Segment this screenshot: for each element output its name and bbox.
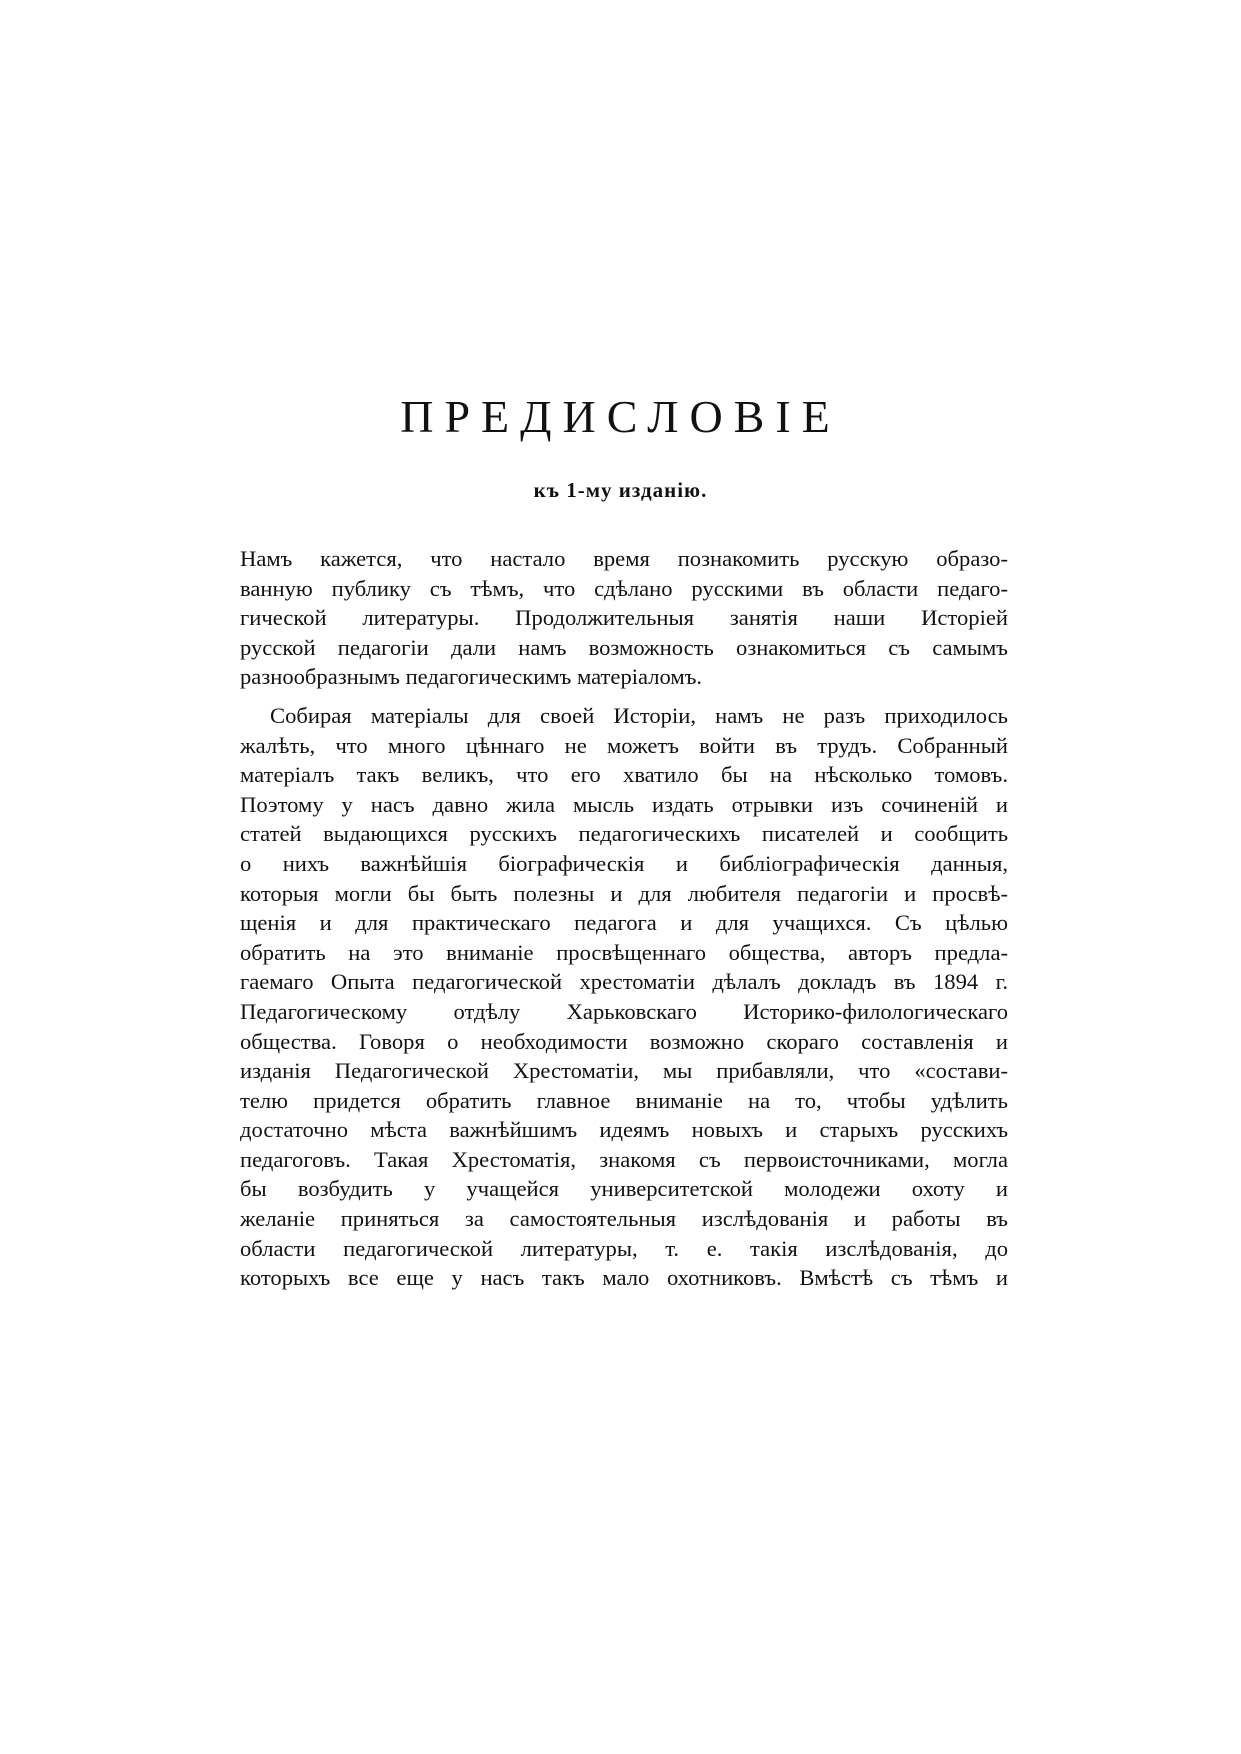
text-line: которыхъ все еще у насъ такъ мало охотниковъ. Вмѣстѣ съ тѣмъ и [240,1265,1008,1291]
text-line: обратить на это вниманіе просвѣщеннаго общества, авторъ предла- [240,939,1008,965]
text-line: Собирая матеріалы для своей Исторіи, намъ не разъ приходилось [270,702,1008,728]
page-subtitle: къ 1-му изданію. [533,478,708,502]
page-title: ПРЕДИСЛОВІЕ [400,391,841,442]
text-line: достаточно мѣста важнѣйшимъ идеямъ новыхъ и старыхъ русскихъ [240,1117,1008,1143]
text-line: жалѣть, что много цѣннаго не можетъ войти въ трудъ. Собранный [240,732,1008,758]
text-line: гической литературы. Продолжительныя занятія наши Исторіей [240,605,1008,631]
paragraph [240,544,1008,692]
text-line: русской педагогіи дали намъ возможность ознакомиться съ самымъ [240,634,1008,660]
text-line: которыя могли бы быть полезны и для любителя педагогіи и просвѣ- [240,880,1008,906]
text-line: изданія Педагогической Хрестоматіи, мы прибавляли, что «состави- [240,1058,1008,1084]
text-line: Педагогическому отдѣлу Харьковскаго Историко-филологическаго [240,998,1008,1024]
text-line: матеріалъ такъ великъ, что его хватило бы на нѣсколько томовъ. [240,762,1008,788]
body-text [240,544,1008,1293]
text-line: педагоговъ. Такая Хрестоматія, знакомя съ первоисточниками, могла [240,1146,1008,1172]
paragraph-gap [240,692,1008,701]
text-line: ванную публику съ тѣмъ, что сдѣлано русскими въ области педаго- [240,575,1008,601]
text-line: бы возбудить у учащейся университетской молодежи охоту и [240,1176,1008,1202]
text-line: желаніе приняться за самостоятельныя изслѣдованія и работы въ [240,1206,1008,1232]
text-line: статей выдающихся русскихъ педагогическихъ писателей и сообщить [240,821,1008,847]
text-line: общества. Говоря о необходимости возможно скораго составленія и [240,1028,1008,1054]
text-line: Намъ кажется, что настало время познакомить русскую образо- [240,546,1008,571]
text-line: о нихъ важнѣйшія біографическія и библіографическія данныя, [240,850,1008,876]
text-line: телю придется обратить главное вниманіе на то, чтобы удѣлить [240,1087,1008,1113]
text-line: гаемаго Опыта педагогической хрестоматіи дѣлалъ докладъ въ 1894 г. [240,969,1008,995]
text-line: области педагогической литературы, т. е. такія изслѣдованія, до [240,1235,1008,1261]
text-line: разнообразнымъ педагогическимъ матеріаломъ. [240,664,703,690]
paragraph [240,701,1008,1293]
text-line: Поэтому у насъ давно жила мысль издать отрывки изъ сочиненій и [240,791,1008,817]
text-line: щенія и для практическаго педагога и для учащихся. Съ цѣлью [240,910,1008,936]
